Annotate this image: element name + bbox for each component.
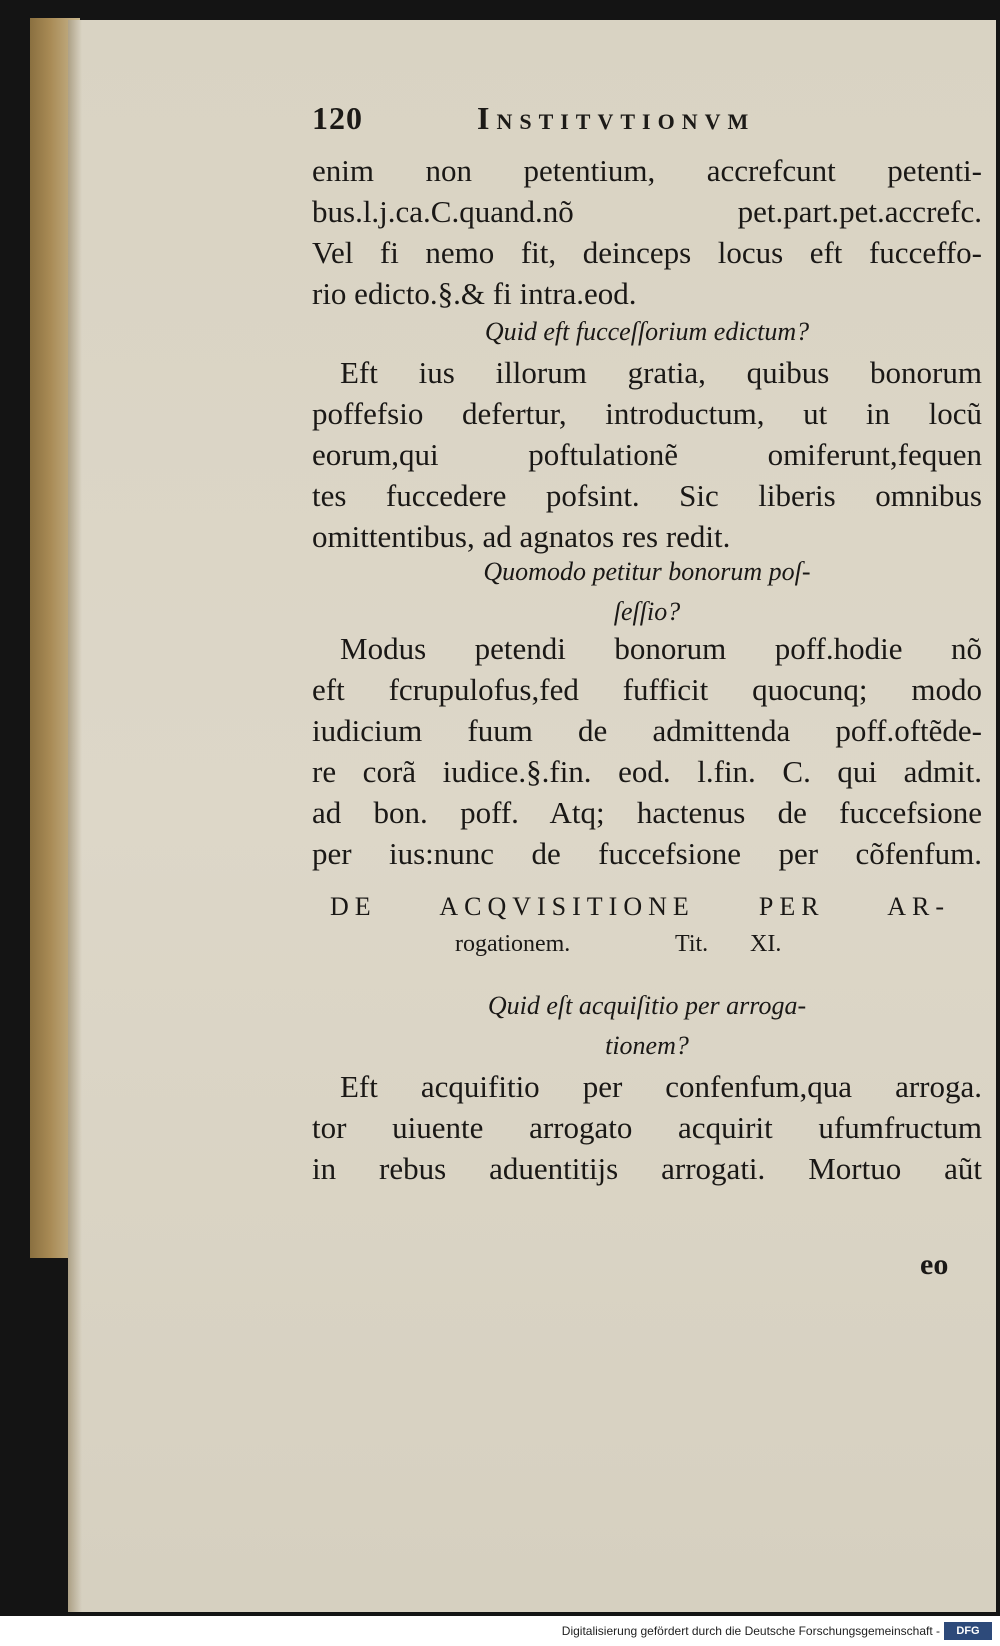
text-line: eorum,qui poftulationẽ omiferunt,fequen <box>312 437 982 472</box>
title-heading-subline <box>330 926 950 962</box>
text-line: ad bon. poff. Atq; hactenus de fuccefsione <box>312 795 982 830</box>
title-heading-line: DE ACQVISITIONE PER AR- <box>330 892 950 921</box>
question-heading-2 <box>312 552 982 632</box>
question-line: ſeſſio? <box>613 597 681 626</box>
text-line: Vel fi nemo fit, deinceps locus eft fucceffo- <box>312 235 982 270</box>
text-line: tes fuccedere pofsint. Sic liberis omnibus <box>312 478 982 513</box>
question-line: tionem? <box>605 1031 689 1060</box>
text-line: enim non petentium, accrefcunt petenti- <box>312 153 982 188</box>
title-heading <box>330 888 950 962</box>
running-title: Institvtionvm <box>477 100 756 136</box>
catchword: eo <box>920 1248 949 1281</box>
question-line: Quid eft fucceſſorium edictum? <box>484 317 810 346</box>
dfg-logo[interactable]: DFG <box>944 1622 992 1640</box>
text-line: Eft ius illorum gratia, quibus bonorum <box>340 355 982 390</box>
text-line: in rebus aduentitijs arrogati. Mortuo aũt <box>312 1151 982 1186</box>
text-line: Modus petendi bonorum poff.hodie nõ <box>340 631 982 666</box>
text-line: tor uiuente arrogato acquirit ufumfructum <box>312 1110 982 1145</box>
answer-block-1 <box>312 352 982 557</box>
footer-credit: Digitalisierung gefördert durch die Deutsche Forschungsgemeinschaft - <box>561 1624 940 1638</box>
text-line: per ius:nunc de fuccefsione per cõfenfum. <box>312 836 982 871</box>
text-line: Eft acquifitio per confenfum,qua arroga. <box>340 1069 982 1104</box>
page-number: 120 <box>312 100 363 136</box>
digitization-footer <box>0 1616 1000 1646</box>
question-line: Quid eſt acquiſitio per arroga- <box>487 991 807 1020</box>
question-heading-3 <box>312 986 982 1066</box>
question-heading-1 <box>312 312 982 352</box>
text-line: bus.l.j.ca.C.quand.nõ pet.part.pet.accrefc. <box>312 194 982 229</box>
title-number: XI. <box>750 931 782 957</box>
text-line: re corã iudice.§.fin. eod. l.fin. C. qui admit. <box>312 754 982 789</box>
answer-block-3 <box>312 1066 982 1189</box>
text-line: eft fcrupulofus,fed fufficit quocunq; modo <box>312 672 982 707</box>
title-number-label: Tit. <box>675 931 709 957</box>
text-line: iudicium fuum de admittenda poff.oftẽde- <box>312 713 982 748</box>
question-line: Quomodo petitur bonorum poſ- <box>483 557 811 586</box>
text-line: rio edicto.§.& fi intra.eod. <box>312 276 637 311</box>
text-line: omittentibus, ad agnatos res redit. <box>312 519 731 554</box>
page-gutter-shadow <box>68 20 82 1612</box>
answer-block-2 <box>312 628 982 874</box>
running-header <box>312 100 832 146</box>
text-block-continuation <box>312 150 982 314</box>
text-line: poffefsio defertur, introductum, ut in locũ <box>312 396 982 431</box>
title-heading-part: rogationem. <box>455 931 571 957</box>
